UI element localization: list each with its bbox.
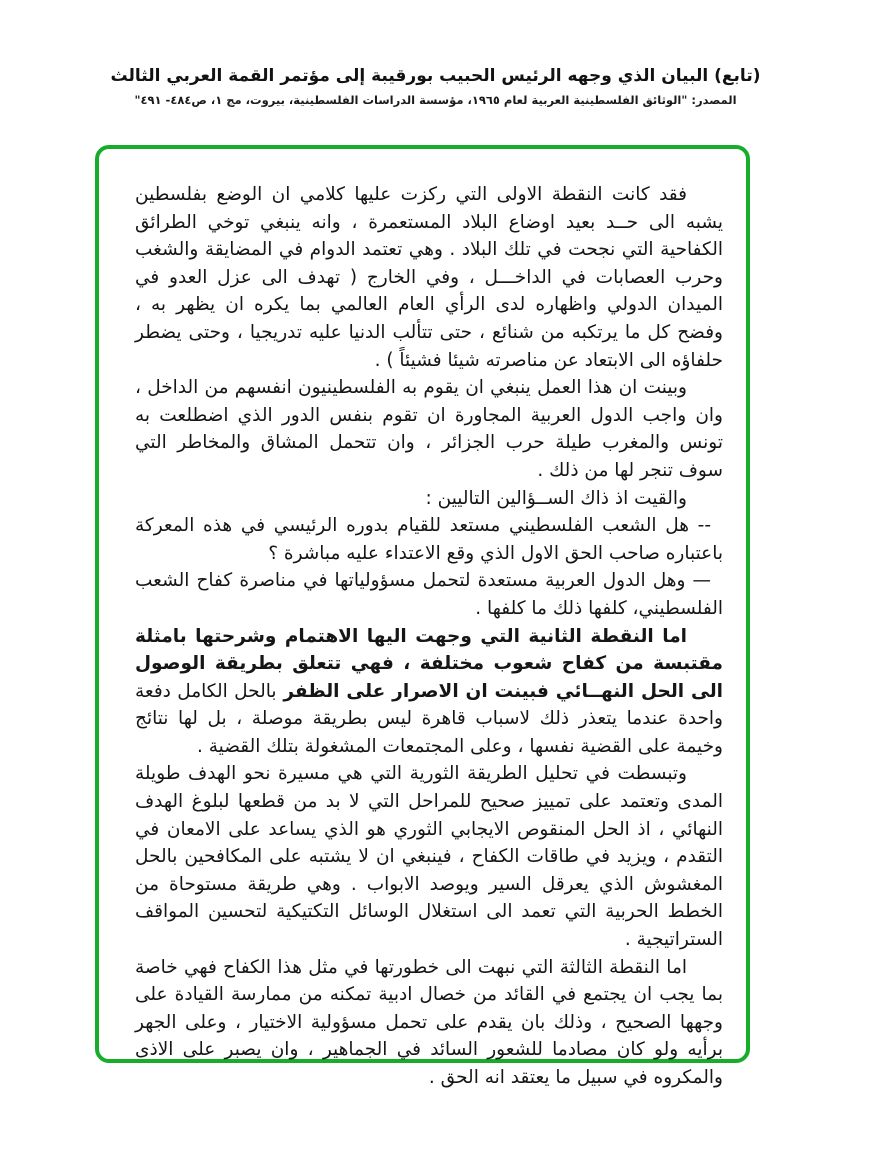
- paragraph-point-three: [135, 954, 723, 1092]
- page-header: [0, 66, 871, 107]
- paragraph-point-one: [135, 181, 723, 374]
- text-segment: -- هل الشعب الفلسطيني مستعد للقيام بدوره الرئيسي في هذه المعركة باعتباره صاحب الحق الاول الذي وقع الاعتداء عليه مباشرة ؟: [135, 515, 723, 564]
- page-title: (تابع) البيان الذي وجهه الرئيس الحبيب بورقيبة إلى مؤتمر القمة العربي الثالث: [110, 66, 761, 86]
- text-segment: وبينت ان هذا العمل ينبغي ان يقوم به الفلسطينيون انفسهم من الداخل ، وان واجب الدول العربية المجاورة ان تقوم بنفس الدور الذي اضطلعت به تونس والمغرب طيلة حرب الجزائر ، وان تتحمل المشاق والمخاطر التي سوف تنجر لها من ذلك .: [135, 377, 723, 481]
- paragraph-revolutionary-method: [135, 760, 723, 953]
- text-segment: وتبسطت في تحليل الطريقة الثورية التي هي مسيرة نحو الهدف طويلة المدى وتعتمد على تمييز صحيح للمراحل التي لا بد من قطعها لبلوغ الهدف النهائي ، اذ الحل المنقوص الايجابي الثوري هو الذي يساعد على الامعان في التقدم ، ويزيد في طاقات الكفاح ، فينبغي ان لا يشتبه على المكافحين بالحل المغشوش الذي يعرقل السير ويوصد الابواب . وهي طريقة مستوحاة من الخطط الحربية التي تعمد الى استغلال الوسائل التكتيكية لتحسين المواقف الستراتيجية .: [135, 763, 723, 951]
- text-segment: — وهل الدول العربية مستعدة لتحمل مسؤولياتها في مناصرة كفاح الشعب الفلسطيني، كلفها ذلك ما كلفها .: [135, 570, 723, 619]
- paragraph-point-two: [135, 623, 723, 761]
- line-questions-intro: [135, 485, 723, 513]
- source-citation: المصدر: "الوثائق الفلسطينية العربية لعام ١٩٦٥، مؤسسة الدراسات الفلسطينية، بيروت، مج ١، ص٤٨٤- ٤٩١": [134, 93, 737, 107]
- bullet-question-1: [135, 512, 723, 567]
- text-segment: بالحل الكامل دفعة واحدة عندما يتعذر ذلك لاسباب قاهرة ليس بطريقة موصلة ، بل لها نتائج وخيمة على القضية نفسها ، وعلى المجتمعات المشغولة بتلك القضية .: [135, 680, 723, 757]
- text-segment: والقيت اذ ذاك الســؤالين التاليين :: [425, 487, 687, 509]
- text-segment-bold: اما النقطة الثانية التي وجهت اليها الاهتمام وشرحتها بامثلة مقتبسة من كفاح شعوب مختلفة ، فهي تتعلق بطريقة الوصول الى الحل النهــائي فبينت ان الاصرار على الظفر: [135, 625, 723, 702]
- document-body: [135, 181, 723, 1092]
- text-segment: فقد كانت النقطة الاولى التي ركزت عليها كلامي ان الوضع بفلسطين يشبه الى حــد بعيد اوضاع البلاد المستعمرة ، وانه ينبغي توخي الطرائق الكفاحية التي نجحت في تلك البلاد . وهي تعتمد الدوام في المضايقة والشغب وحرب العصابات في الداخـــل ، وفي الخارج ( تهدف الى عزل العدو في الميدان الدولي واظهاره لدى الرأي العام العالمي بما يكره ان يظهر به ، وفضح كل ما يرتكبه من شنائع ، حتى تتألب الدنيا عليه تدريجيا ، وحتى يضطر حلفاؤه الى الابتعاد عن مناصرته شيئا فشيئاً ) .: [135, 184, 723, 371]
- paragraph-palestinians-role: [135, 374, 723, 484]
- text-segment: اما النقطة الثالثة التي نبهت الى خطورتها في مثل هذا الكفاح فهي خاصة بما يجب ان يجتمع في القائد من خصال ادبية تمكنه من ممارسة القيادة على وجهها الصحيح ، وذلك بان يقدم على تحمل مسؤولية الاختيار ، وعلى الجهر برأيه ولو كان مصادما للشعور السائد في الجماهير ، وان يصبر على الاذى والمكروه في سبيل ما يعتقد انه الحق .: [135, 956, 723, 1088]
- bullet-question-2: [135, 567, 723, 622]
